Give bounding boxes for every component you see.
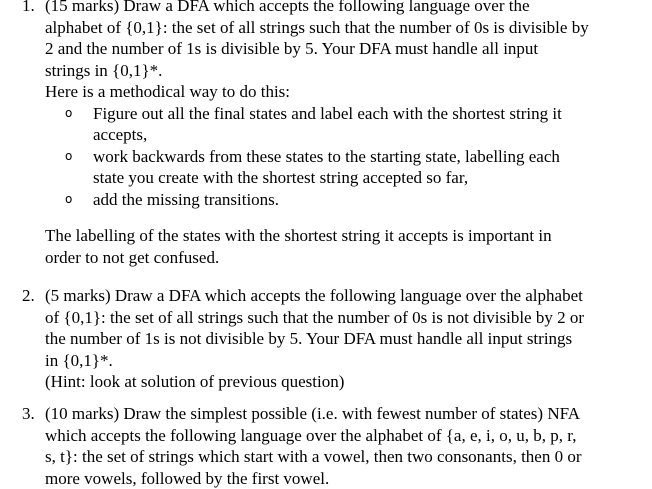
question-text-line: strings in {0,1}*. xyxy=(45,60,635,82)
method-steps-list xyxy=(45,103,635,211)
question-text-line: s, t}: the set of strings which start with a vowel, then two consonants, then 0 or xyxy=(45,446,635,468)
question-text-line: (15 marks) Draw a DFA which accepts the following language over the xyxy=(45,0,635,17)
list-item xyxy=(45,146,635,189)
question-number: 2. xyxy=(22,285,35,307)
list-item-text: accepts, xyxy=(45,124,635,146)
list-item xyxy=(45,189,635,211)
question-body xyxy=(45,285,635,393)
question-body xyxy=(45,0,635,268)
question-text-line: (Hint: look at solution of previous question) xyxy=(45,371,635,393)
question-text-line: of {0,1}: the set of all strings such that the number of 0s is not divisible by 2 or xyxy=(45,307,635,329)
question-text-line: (10 marks) Draw the simplest possible (i.e. with fewest number of states) NFA xyxy=(45,403,635,425)
question-text-line: which accepts the following language over the alphabet of {a, e, i, o, u, b, p, r, xyxy=(45,425,635,447)
list-item xyxy=(45,103,635,146)
question-text-line: in {0,1}*. xyxy=(45,350,635,372)
bullet-circle-icon: o xyxy=(65,189,72,211)
bullet-circle-icon: o xyxy=(65,103,72,125)
bullet-circle-icon: o xyxy=(65,146,72,168)
question-body xyxy=(45,403,635,489)
question-text-line: 2 and the number of 1s is divisible by 5. Your DFA must handle all input xyxy=(45,38,635,60)
list-item-text: work backwards from these states to the starting state, labelling each xyxy=(45,146,635,168)
question-number: 3. xyxy=(22,403,35,425)
list-item-text: state you create with the shortest string accepted so far, xyxy=(45,167,635,189)
note-text-line: The labelling of the states with the shortest string it accepts is important in xyxy=(45,225,635,247)
note-text-line: order to not get confused. xyxy=(45,247,635,269)
question-number: 1. xyxy=(22,0,35,17)
question-text-line: Here is a methodical way to do this: xyxy=(45,81,635,103)
question-text-line: (5 marks) Draw a DFA which accepts the following language over the alphabet xyxy=(45,285,635,307)
list-item-text: Figure out all the final states and label each with the shortest string it xyxy=(45,103,635,125)
list-item-text: add the missing transitions. xyxy=(45,189,635,211)
question-text-line: alphabet of {0,1}: the set of all strings such that the number of 0s is divisible by xyxy=(45,17,635,39)
question-text-line: the number of 1s is not divisible by 5. Your DFA must handle all input strings xyxy=(45,328,635,350)
question-text-line: more vowels, followed by the first vowel. xyxy=(45,468,635,489)
